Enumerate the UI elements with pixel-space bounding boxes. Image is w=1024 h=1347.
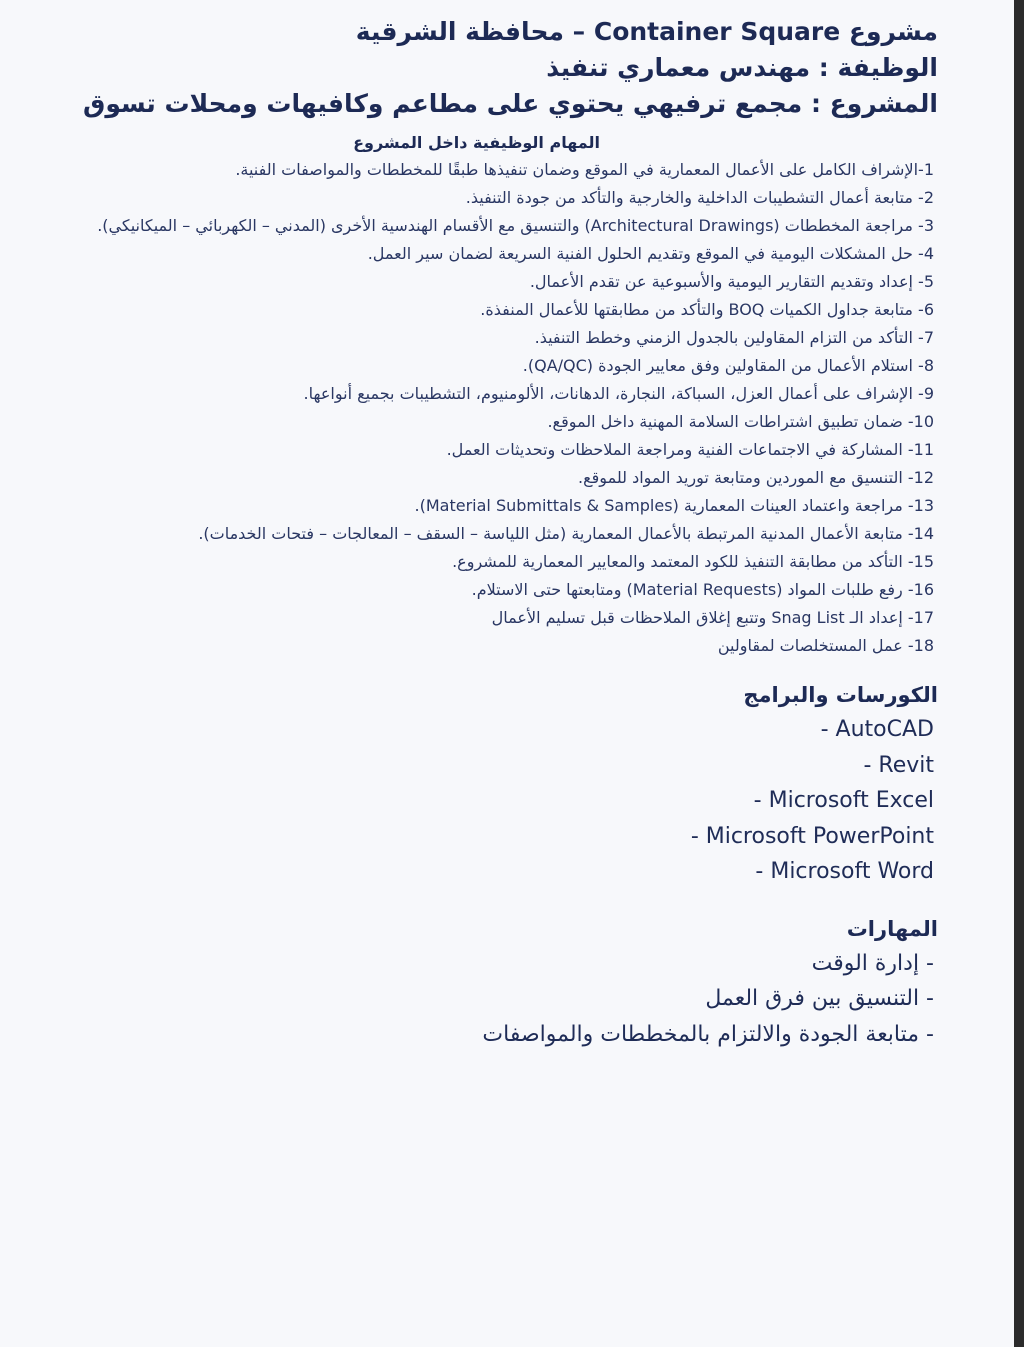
tasks-heading: المهام الوظيفية داخل المشروع	[353, 133, 600, 152]
task-item: 6- متابعة جداول الكميات BOQ والتأكد من مطابقتها للأعمال المنفذة.	[480, 300, 934, 319]
course-item-label: - Microsoft Word	[755, 859, 934, 884]
scrollbar[interactable]	[1014, 0, 1024, 1347]
task-item: 10- ضمان تطبيق اشتراطات السلامة المهنية داخل الموقع.	[547, 412, 934, 431]
task-item: 4- حل المشكلات اليومية في الموقع وتقديم الحلول الفنية السريعة لضمان سير العمل.	[367, 244, 934, 263]
project-title: مشروع Container Square – محافظة الشرقية	[355, 17, 938, 46]
course-item-label: - Microsoft PowerPoint	[690, 823, 934, 849]
task-item: 9- الإشراف على أعمال العزل، السباكة، النجارة، الدهانات، الألومنيوم، التشطيبات بجميع أنواعها.	[303, 384, 934, 403]
task-item: 2- متابعة أعمال التشطيبات الداخلية والخارجية والتأكد من جودة التنفيذ.	[465, 188, 934, 207]
task-item: 11- المشاركة في الاجتماعات الفنية ومراجعة الملاحظات وتحديثات العمل.	[446, 440, 934, 459]
task-item: 14- متابعة الأعمال المدنية المرتبطة بالأعمال المعمارية (مثل اللياسة – السقف – المعالجات – فتحات الخدمات).	[198, 524, 934, 543]
task-item: 15- التأكد من مطابقة التنفيذ للكود المعتمد والمعايير المعمارية للمشروع.	[452, 552, 934, 571]
tasks-list	[38, 156, 938, 660]
task-item: 16- رفع طلبات المواد (Material Requests) ومتابعتها حتى الاستلام.	[471, 580, 934, 599]
course-item	[38, 783, 934, 819]
project-description: المشروع : مجمع ترفيهي يحتوي على مطاعم وكافيهات ومحلات تسوق	[82, 89, 938, 118]
task-item: 17- إعداد الـ Snag List وتتبع إغلاق الملاحظات قبل تسليم الأعمال	[491, 608, 934, 627]
course-item	[38, 748, 934, 784]
task-item: 8- استلام الأعمال من المقاولين وفق معايير الجودة (QA/QC).	[522, 356, 934, 375]
document-content	[38, 14, 938, 1052]
task-item: 5- إعداد وتقديم التقارير اليومية والأسبوعية عن تقدم الأعمال.	[529, 272, 934, 291]
job-title: الوظيفة : مهندس معماري تنفيذ	[546, 53, 938, 82]
courses-heading: الكورسات والبرامج	[743, 683, 938, 707]
skill-item: - متابعة الجودة والالتزام بالمخططات والمواصفات	[482, 1021, 934, 1047]
courses-list	[38, 712, 938, 890]
task-item: 18- عمل المستخلصات لمقاولين	[717, 636, 934, 655]
skill-item: - إدارة الوقت	[811, 950, 934, 976]
task-item: 7- التأكد من التزام المقاولين بالجدول الزمني وخطط التنفيذ.	[534, 328, 934, 347]
skills-list	[38, 946, 938, 1053]
course-item-label: - Microsoft Excel	[753, 788, 934, 813]
task-item: 3- مراجعة المخططات (Architectural Drawings) والتنسيق مع الأقسام الهندسية الأخرى (المدني – الكهربائي – الميكانيكي).	[97, 216, 934, 235]
course-item	[38, 819, 934, 855]
task-item: 1-الإشراف الكامل على الأعمال المعمارية في الموقع وضمان تنفيذها طبقًا للمخططات والمواصفات الفنية.	[235, 160, 934, 179]
course-item-label: - AutoCAD	[820, 717, 934, 742]
task-item: 12- التنسيق مع الموردين ومتابعة توريد المواد للموقع.	[578, 468, 934, 487]
course-item-label: - Revit	[863, 752, 934, 778]
skills-heading: المهارات	[846, 916, 938, 941]
task-item: 13- مراجعة واعتماد العينات المعمارية (Material Submittals & Samples).	[414, 496, 934, 515]
skill-item: - التنسيق بين فرق العمل	[705, 986, 934, 1011]
course-item	[38, 854, 934, 890]
course-item	[38, 712, 934, 748]
